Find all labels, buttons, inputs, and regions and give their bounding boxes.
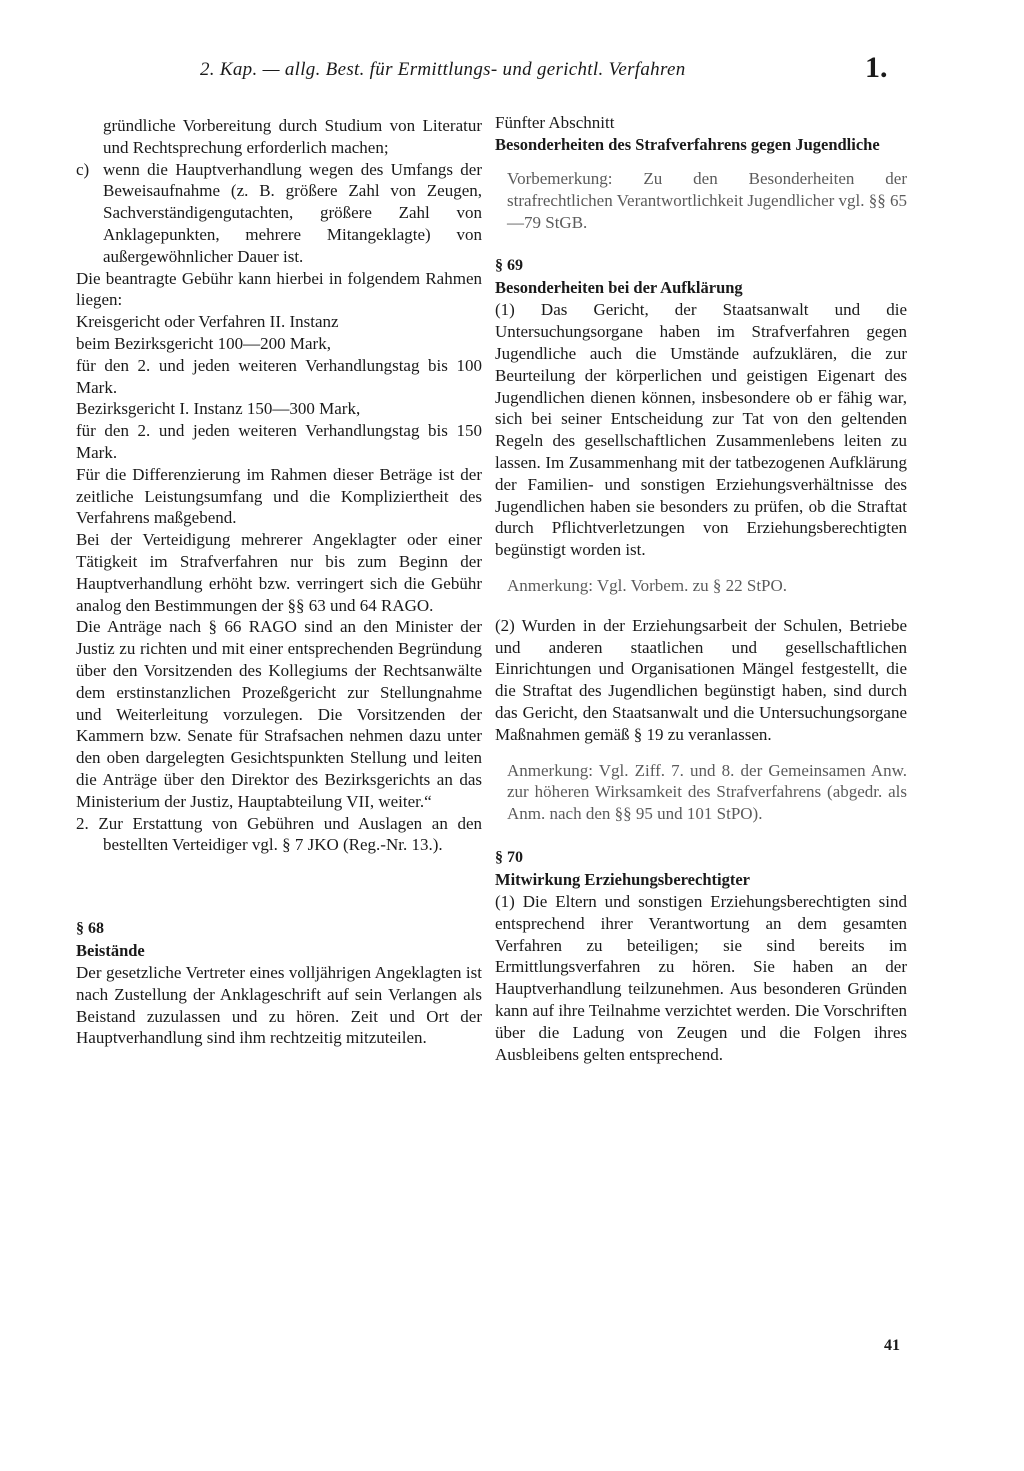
fee-kreis-line1: Kreisgericht oder Verfahren II. Instanz <box>76 312 339 332</box>
section-69-paragraph-2: (2) Wurden in der Erziehungsarbeit der Schulen, Betriebe und anderen staatlichen und gesellschaftlichen Einrichtungen und Organisationen Mängel festgestellt, die die Straftat des Jugendlichen begünstigt haben, sind durch das Gericht, den Staatsanwalt und die Untersuchungsorgane Maßnahmen gemäß § 19 zu veranlassen. <box>495 615 907 744</box>
section-68-title: Beistände <box>76 941 145 961</box>
list-item-c <box>76 159 482 268</box>
section-68-text: Der gesetzliche Vertreter eines volljährigen Angeklagten ist nach Zustellung der Anklageschrift auf sein Verlangen als Beistand zuzulassen und zu hören. Zeit und Ort der Hauptverhandlung sind ihm rechtzeitig mitzuteilen. <box>76 963 482 1048</box>
right-column <box>495 112 907 1065</box>
section-69-note-1: Anmerkung: Vgl. Vorbem. zu § 22 StPO. <box>507 575 788 595</box>
left-column <box>76 115 482 1049</box>
fee-kreis-line3: für den 2. und jeden weiteren Verhandlungstag bis 100 Mark. <box>76 355 482 397</box>
applications-paragraph: Die Anträge nach § 66 RAGO sind an den Minister der Justiz zu richten und mit einer entsprechenden Begründung über den Vorsitzenden des Kollegiums der Rechtsanwälte dem erstinstanzlichen Prozeßgericht zur Stellungnahme und Weiterleitung vorzulegen. Die Vorsitzenden der Kammern bzw. Senate für Strafsachen nehmen dazu unter den oben dargelegten Gesichtspunkten Stellung und leiten die Anträge über den Direktor des Bezirksgerichts an das Ministerium der Justiz, Hauptabteilung VII, weiter.“ <box>76 617 482 811</box>
running-head: 2. Kap. — allg. Best. für Ermittlungs- und gerichtl. Verfahren <box>200 59 686 80</box>
note-2: 2. Zur Erstattung von Gebühren und Auslagen an den bestellten Verteidiger vgl. § 7 JKO (Reg.-Nr. 13.). <box>76 813 482 855</box>
fee-intro: Die beantragte Gebühr kann hierbei in folgendem Rahmen liegen: <box>76 268 482 310</box>
item-text: wenn die Hauptverhandlung wegen des Umfangs der Beweisaufnahme (z. B. größere Zahl von Zeugen, Sachverständigengutachten, größere Zahl von Anklagepunkten, mehrere Mitangeklagte) von außergewöhnlicher Dauer ist. <box>103 159 482 266</box>
chapter-title: Besonderheiten des Strafverfahrens gegen Jugendliche <box>495 135 880 154</box>
section-69-title: Besonderheiten bei der Aufklärung <box>495 278 743 298</box>
differentiation-paragraph: Für die Differenzierung im Rahmen dieser Beträge ist der zeitliche Leistungsumfang und die Kompliziertheit des Verfahrens maßgebend. <box>76 464 482 528</box>
page-marker: 1. <box>865 51 888 84</box>
section-70-number: § 70 <box>495 848 523 866</box>
section-69-number: § 69 <box>495 257 523 275</box>
fee-bezirk-line2: für den 2. und jeden weiteren Verhandlungstag bis 150 Mark. <box>76 421 482 462</box>
section-69-paragraph-1: (1) Das Gericht, der Staatsanwalt und die Untersuchungsorgane haben im Strafverfahren gegen Jugendliche auch die Umstände aufzuklären, die zur Beurteilung der körperlichen und geistigen Eigenart des Jugendlichen dienen können, insbesondere ob er fähig war, sich bei seiner Entscheidung zur Tat von den geltenden Regeln des gesellschaftlichen Zusammenlebens leiten zu lassen. Im Zusammenhang mit der tatbezogenen Aufklärung der Familien- und sonstigen Erziehungsverhältnisse des Jugendlichen haben sie besonders zu prüfen, ob die Straftat durch Pflichtverletzungen von Erziehungsberechtigten begünstigt worden ist. <box>495 300 907 560</box>
page-number: 41 <box>884 1337 900 1354</box>
fee-bezirk-line1: Bezirksgericht I. Instanz 150—300 Mark, <box>76 399 361 419</box>
page-header <box>200 51 900 95</box>
continued-text: gründliche Vorbereitung durch Studium von Literatur und Rechtsprechung erforderlich machen; <box>103 116 482 157</box>
item-label: c) <box>76 159 90 179</box>
section-70-title: Mitwirkung Erziehungsberechtigter <box>495 869 750 889</box>
fee-kreis-line2: beim Bezirksgericht 100—200 Mark, <box>76 333 331 353</box>
section-68-number: § 68 <box>76 920 104 938</box>
chapter-label: Fünfter Abschnitt <box>495 113 615 132</box>
section-70-paragraph-1: (1) Die Eltern und sonstigen Erziehungsberechtigten sind entsprechend ihrer Verantwortung an dem gesamten Verfahren zu beteiligen; sie sind bereits im Ermittlungsverfahren zu hören. Sie haben an der Hauptverhandlung teilzunehmen. Aus besonderen Gründen kann auf ihre Teilnahme verzichtet werden. Die Vorschriften über die Ladung von Zeugen und die Folgen ihres Ausbleibens gelten entsprechend. <box>495 891 907 1064</box>
section-69-note-2: Anmerkung: Vgl. Ziff. 7. und 8. der Gemeinsamen Anw. zur höheren Wirksamkeit des Strafverfahrens (abgedr. als Anm. nach den §§ 95 und 101 StPO). <box>507 760 907 824</box>
preliminary-note: Vorbemerkung: Zu den Besonderheiten der strafrechtlichen Verantwortlichkeit Jugendlicher vgl. §§ 65—79 StGB. <box>507 169 908 232</box>
multiple-defendants-paragraph: Bei der Verteidigung mehrerer Angeklagter oder einer Tätigkeit im Strafverfahren nur bis zum Beginn der Hauptverhandlung erhöht bzw. verringert sich die Gebühr analog den Bestimmungen der §§ 63 und 64 RAGO. <box>76 530 482 615</box>
